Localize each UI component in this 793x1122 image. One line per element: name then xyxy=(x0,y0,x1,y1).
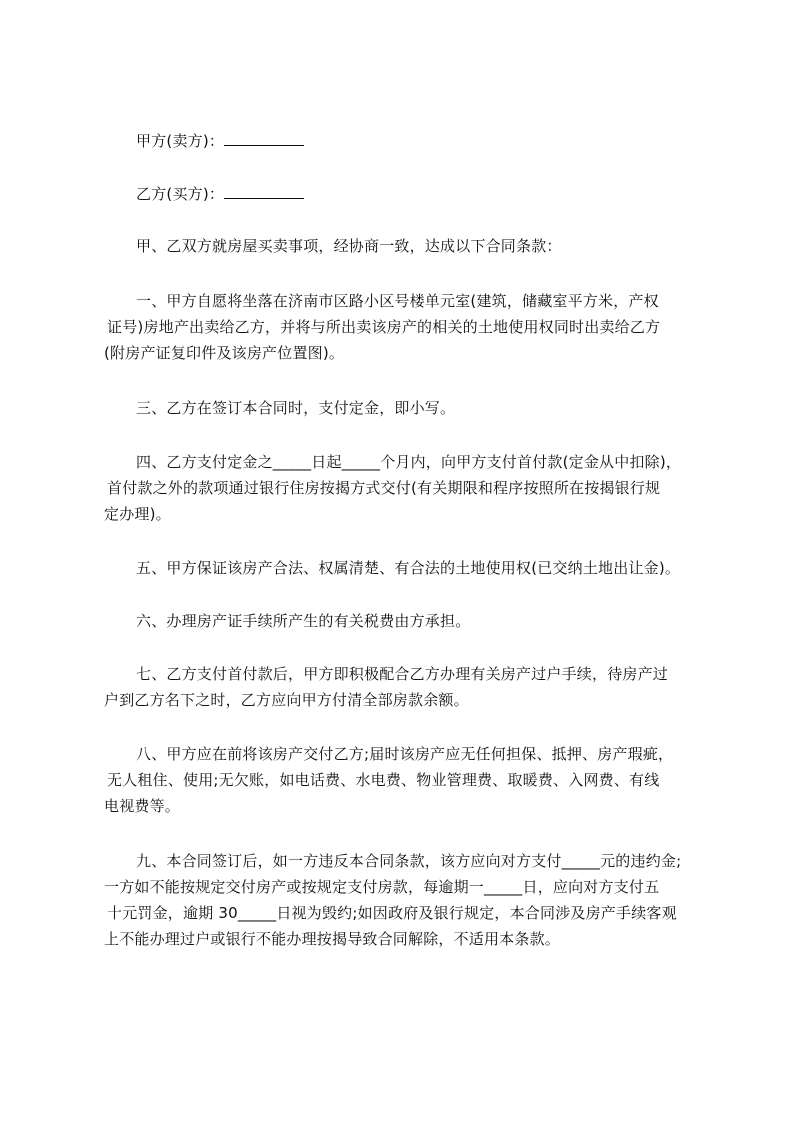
clause-9-line-2: 一方如不能按规定交付房产或按规定支付房款，每逾期一_____日，应向对方支付五 xyxy=(104,878,660,896)
clause-8-line-2: 无人租住、使用;无欠账，如电话费、水电费、物业管理费、取暖费、入网费、有线 xyxy=(107,771,660,789)
clause-4-line-3: 定办理)。 xyxy=(104,505,171,523)
party-a-line xyxy=(136,130,736,152)
clause-9-line-1: 九、本合同签订后，如一方违反本合同条款，该方应向对方支付_____元的违约金; xyxy=(136,852,682,870)
party-b-line xyxy=(136,183,736,205)
clause-4-line-1: 四、乙方支付定金之_____日起_____个月内，向甲方支付首付款(定金从中扣除)， xyxy=(136,453,682,471)
party-a-label: 甲方(卖方)： xyxy=(136,132,225,150)
clause-3: 三、乙方在签订本合同时，支付定金，即小写。 xyxy=(136,399,456,417)
clause-1-line-3: (附房产证复印件及该房产位置图)。 xyxy=(104,344,345,362)
clause-8-line-3: 电视费等。 xyxy=(104,797,181,815)
clause-1-line-1: 一、甲方自愿将坐落在济南市区路小区号楼单元室(建筑，储藏室平方米，产权 xyxy=(136,292,659,310)
clause-5: 五、甲方保证该房产合法、权属清楚、有合法的土地使用权(已交纳土地出让金)。 xyxy=(136,559,681,577)
clause-4-line-2: 首付款之外的款项通过银行住房按揭方式交付(有关期限和程序按照所在按揭银行规 xyxy=(107,479,661,497)
party-b-label: 乙方(买方)： xyxy=(136,185,225,203)
clause-9-line-4: 上不能办理过户或银行不能办理按揭导致合同解除，不适用本条款。 xyxy=(104,930,561,948)
clause-9-line-3: 十元罚金，逾期 30_____日视为毁约;如因政府及银行规定，本合同涉及房产手续客观 xyxy=(107,904,677,922)
clause-6: 六、办理房产证手续所产生的有关税费由方承担。 xyxy=(136,612,471,630)
party-b-blank xyxy=(224,183,304,199)
clause-7-line-2: 户到乙方名下之时，乙方应向甲方付清全部房款余额。 xyxy=(104,691,469,709)
clause-7-line-1: 七、乙方支付首付款后，甲方即积极配合乙方办理有关房产过户手续，待房产过 xyxy=(136,665,669,683)
intro-paragraph: 甲、乙双方就房屋买卖事项，经协商一致，达成以下合同条款： xyxy=(136,237,562,255)
clause-1-line-2: 证号)房地产出卖给乙方，并将与所出卖该房产的相关的土地使用权同时出卖给乙方 xyxy=(107,318,661,336)
clause-8-line-1: 八、甲方应在前将该房产交付乙方;届时该房产应无任何担保、抵押、房产瑕疵， xyxy=(136,745,674,763)
party-a-blank xyxy=(224,130,304,146)
